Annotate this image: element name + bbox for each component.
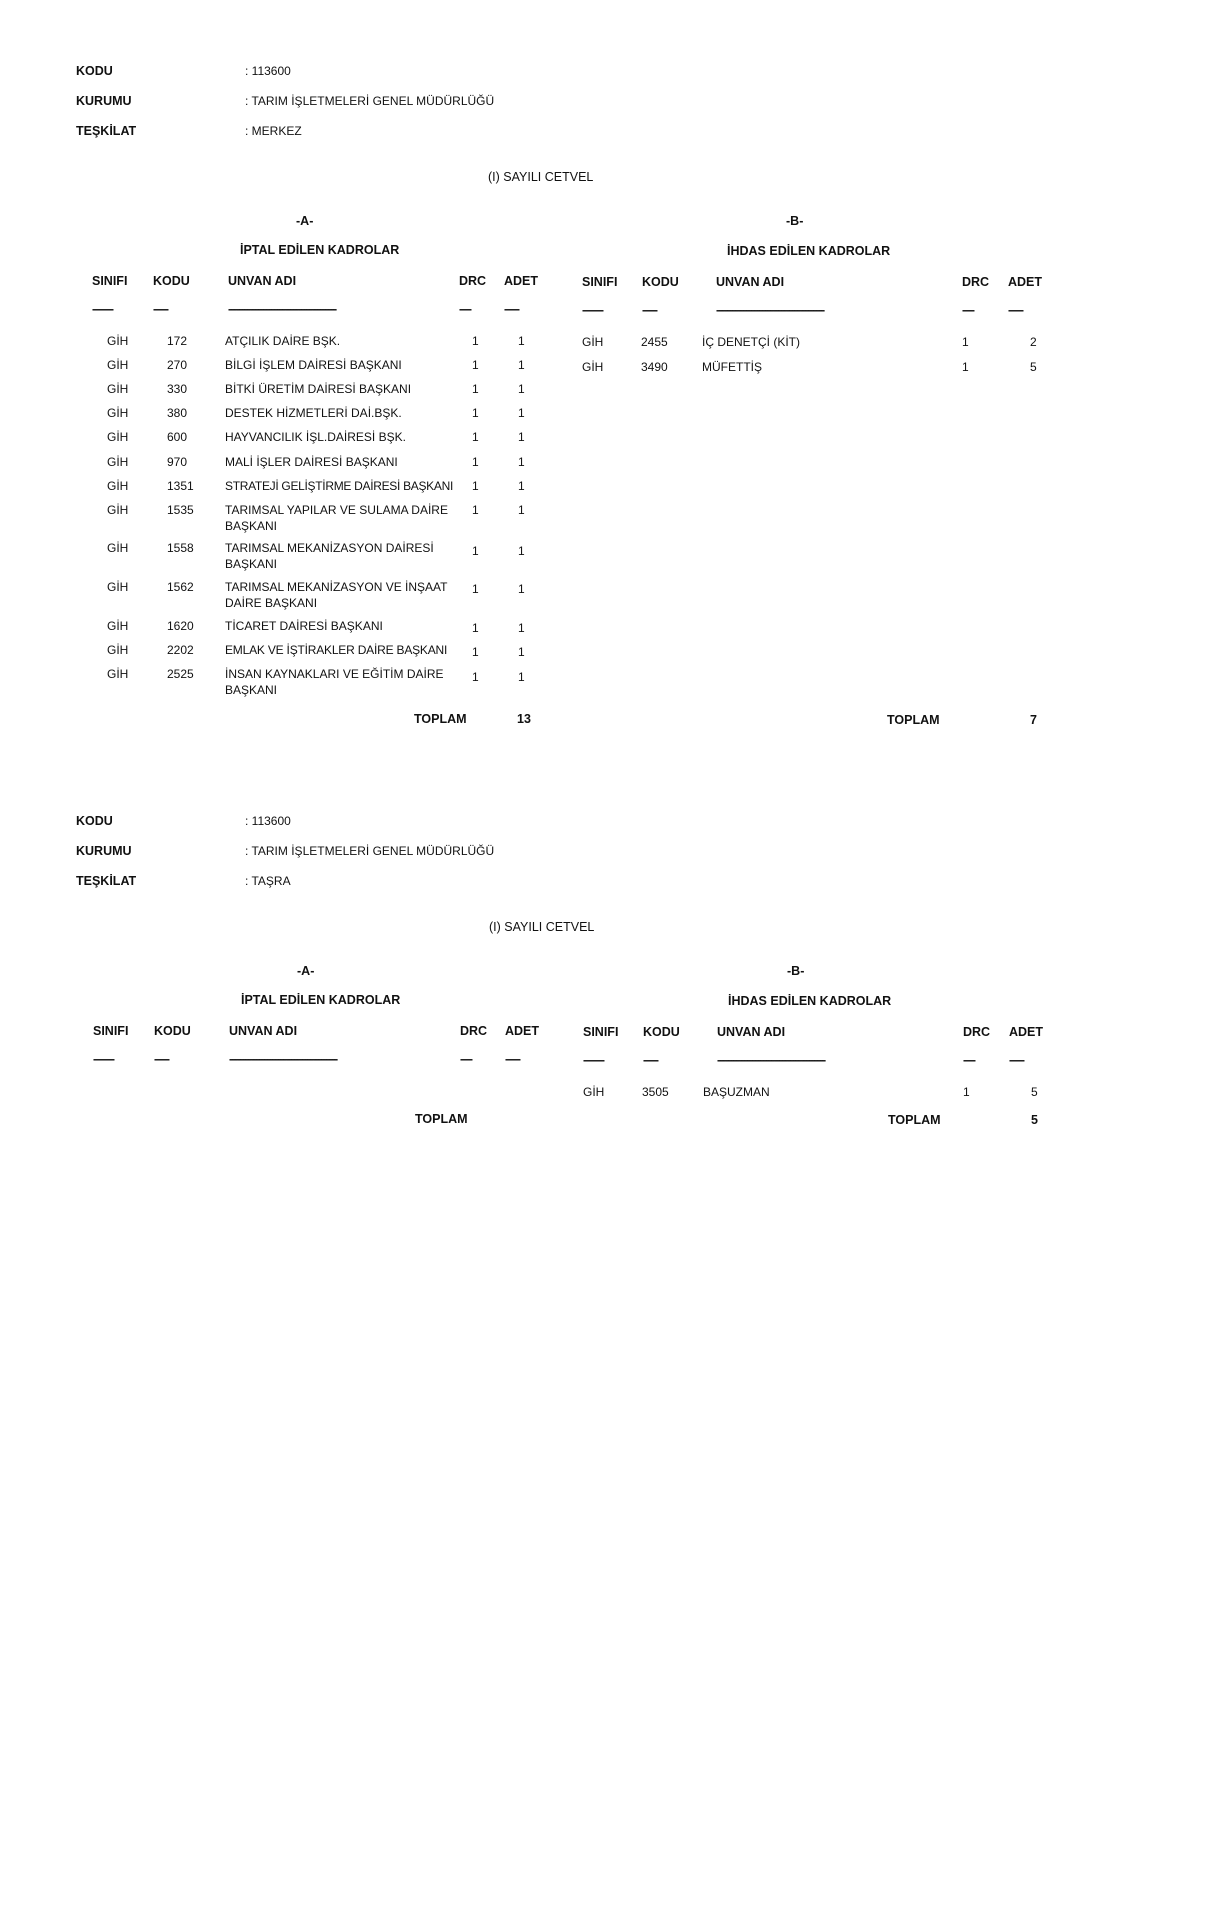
row-drc: 1 — [472, 358, 479, 372]
b-dash-sinifi: ------- — [582, 303, 603, 317]
row-kodu: 3505 — [642, 1085, 669, 1099]
a-dash-kodu: ----- — [153, 302, 168, 316]
a-title: İPTAL EDİLEN KADROLAR — [241, 993, 401, 1007]
kodu-value: : 113600 — [245, 814, 291, 828]
row-adet: 1 — [518, 455, 525, 469]
row-sinifi: GİH — [107, 503, 129, 517]
b-dash-drc: ---- — [962, 303, 974, 317]
a-toplam-label: TOPLAM — [415, 1112, 468, 1126]
b-dash-adet: ----- — [1008, 303, 1023, 317]
teskilat-value: : TAŞRA — [245, 874, 291, 888]
a-marker: -A- — [297, 964, 315, 978]
row-unvan: BİLGİ İŞLEM DAİRESİ BAŞKANI — [225, 358, 402, 372]
a-toplam-value: 13 — [517, 712, 531, 726]
kurumu-value: : TARIM İŞLETMELERİ GENEL MÜDÜRLÜĞÜ — [245, 844, 495, 858]
a-col-sinifi: SINIFI — [92, 274, 128, 288]
b-dash-unvan: ---------------------------------------- — [717, 1053, 825, 1067]
row-unvan: STRATEJİ GELİŞTİRME DAİRESİ BAŞKANI — [225, 479, 453, 493]
row-drc: 1 — [472, 334, 479, 348]
b-col-drc: DRC — [962, 275, 990, 289]
row-drc: 1 — [962, 360, 969, 374]
a-toplam-label: TOPLAM — [414, 712, 467, 726]
row-kodu: 1351 — [167, 479, 194, 493]
a-col-unvan: UNVAN ADI — [228, 274, 297, 288]
row-drc: 1 — [472, 479, 479, 493]
row-drc: 1 — [472, 645, 479, 659]
kurumu-label: KURUMU — [76, 844, 132, 858]
cetvel-title: (I) SAYILI CETVEL — [488, 170, 594, 184]
b-col-adet: ADET — [1008, 275, 1043, 289]
cetvel-title: (I) SAYILI CETVEL — [489, 920, 595, 934]
row-adet: 1 — [518, 621, 525, 635]
row-sinifi: GİH — [107, 430, 129, 444]
row-sinifi: GİH — [107, 643, 129, 657]
row-drc: 1 — [472, 582, 479, 596]
row-sinifi: GİH — [107, 455, 129, 469]
row-drc: 1 — [472, 503, 479, 517]
kodu-label: KODU — [76, 814, 113, 828]
teskilat-label: TEŞKİLAT — [76, 124, 137, 138]
row-adet: 1 — [518, 334, 525, 348]
a-col-adet: ADET — [505, 1024, 540, 1038]
a-col-drc: DRC — [460, 1024, 488, 1038]
row-adet: 5 — [1031, 1085, 1038, 1099]
row-kodu: 2455 — [641, 335, 668, 349]
row-unvan: TİCARET DAİRESİ BAŞKANI — [225, 619, 383, 633]
row-unvan: DESTEK HİZMETLERİ DAİ.BŞK. — [225, 406, 402, 420]
row-sinifi: GİH — [107, 334, 129, 348]
row-kodu: 1535 — [167, 503, 194, 517]
row-unvan: İÇ DENETÇİ (KİT) — [702, 335, 800, 349]
row-drc: 1 — [472, 382, 479, 396]
row-kodu: 3490 — [641, 360, 668, 374]
a-title: İPTAL EDİLEN KADROLAR — [240, 243, 400, 257]
b-marker: -B- — [787, 964, 805, 978]
b-title: İHDAS EDİLEN KADROLAR — [727, 244, 891, 258]
a-col-adet: ADET — [504, 274, 539, 288]
a-dash-kodu: ----- — [154, 1052, 169, 1066]
b-col-kodu: KODU — [642, 275, 679, 289]
row-adet: 1 — [518, 430, 525, 444]
row-unvan: BİTKİ ÜRETİM DAİRESİ BAŞKANI — [225, 382, 412, 396]
row-unvan: MÜFETTİŞ — [702, 360, 762, 374]
row-unvan: TARIMSAL MEKANİZASYON VE İNŞAAT DAİRE BAŞKANI — [225, 580, 448, 610]
row-unvan: HAYVANCILIK İŞL.DAİRESİ BŞK. — [225, 430, 406, 444]
row-adet: 1 — [518, 382, 525, 396]
row-unvan: BAŞUZMAN — [703, 1085, 770, 1099]
row-sinifi: GİH — [107, 580, 129, 594]
row-sinifi: GİH — [582, 335, 604, 349]
row-kodu: 1558 — [167, 541, 194, 555]
row-kodu: 1562 — [167, 580, 194, 594]
a-marker: -A- — [296, 214, 314, 228]
row-adet: 2 — [1030, 335, 1037, 349]
b-col-adet: ADET — [1009, 1025, 1044, 1039]
row-drc: 1 — [962, 335, 969, 349]
row-adet: 1 — [518, 670, 525, 684]
b-marker: -B- — [786, 214, 804, 228]
row-drc: 1 — [472, 621, 479, 635]
a-col-drc: DRC — [459, 274, 487, 288]
b-toplam-label: TOPLAM — [888, 1113, 941, 1127]
row-sinifi: GİH — [107, 479, 129, 493]
row-unvan: MALİ İŞLER DAİRESİ BAŞKANI — [225, 455, 398, 469]
kodu-value: : 113600 — [245, 64, 291, 78]
row-drc: 1 — [472, 544, 479, 558]
row-unvan: İNSAN KAYNAKLARI VE EĞİTİM DAİRE BAŞKANI — [225, 667, 444, 697]
row-unvan: TARIMSAL MEKANİZASYON DAİRESİ BAŞKANI — [225, 541, 434, 571]
row-kodu: 380 — [167, 406, 188, 420]
b-col-drc: DRC — [963, 1025, 991, 1039]
a-dash-drc: ---- — [459, 302, 471, 316]
row-adet: 1 — [518, 544, 525, 558]
row-sinifi: GİH — [107, 619, 129, 633]
row-unvan: TARIMSAL YAPILAR VE SULAMA DAİRE BAŞKANI — [225, 503, 448, 533]
b-toplam-value: 7 — [1030, 713, 1037, 727]
row-sinifi: GİH — [107, 358, 129, 372]
row-kodu: 600 — [167, 430, 188, 444]
row-kodu: 970 — [167, 455, 188, 469]
b-dash-adet: ----- — [1009, 1053, 1024, 1067]
b-toplam-label: TOPLAM — [887, 713, 940, 727]
row-kodu: 1620 — [167, 619, 194, 633]
kurumu-value: : TARIM İŞLETMELERİ GENEL MÜDÜRLÜĞÜ — [245, 94, 495, 108]
row-sinifi: GİH — [582, 360, 604, 374]
row-sinifi: GİH — [583, 1085, 605, 1099]
row-adet: 5 — [1030, 360, 1037, 374]
kurumu-label: KURUMU — [76, 94, 132, 108]
row-kodu: 2202 — [167, 643, 194, 657]
b-col-kodu: KODU — [643, 1025, 680, 1039]
row-kodu: 270 — [167, 358, 188, 372]
row-adet: 1 — [518, 503, 525, 517]
row-adet: 1 — [518, 645, 525, 659]
row-drc: 1 — [963, 1085, 970, 1099]
b-dash-unvan: ---------------------------------------- — [716, 303, 824, 317]
a-dash-unvan: ---------------------------------------- — [228, 302, 336, 316]
row-kodu: 330 — [167, 382, 188, 396]
a-dash-unvan: ---------------------------------------- — [229, 1052, 337, 1066]
row-sinifi: GİH — [107, 406, 129, 420]
kodu-label: KODU — [76, 64, 113, 78]
b-col-sinifi: SINIFI — [582, 275, 618, 289]
row-sinifi: GİH — [107, 667, 129, 681]
row-adet: 1 — [518, 358, 525, 372]
row-adet: 1 — [518, 479, 525, 493]
b-dash-sinifi: ------- — [583, 1053, 604, 1067]
a-dash-adet: ----- — [504, 302, 519, 316]
a-dash-drc: ---- — [460, 1052, 472, 1066]
row-sinifi: GİH — [107, 541, 129, 555]
b-dash-kodu: ----- — [642, 303, 657, 317]
b-col-sinifi: SINIFI — [583, 1025, 619, 1039]
row-drc: 1 — [472, 430, 479, 444]
teskilat-label: TEŞKİLAT — [76, 874, 137, 888]
row-drc: 1 — [472, 455, 479, 469]
row-kodu: 2525 — [167, 667, 194, 681]
a-dash-sinifi: ------- — [92, 302, 113, 316]
b-col-unvan: UNVAN ADI — [717, 1025, 786, 1039]
row-adet: 1 — [518, 582, 525, 596]
row-drc: 1 — [472, 670, 479, 684]
row-unvan: ATÇILIK DAİRE BŞK. — [225, 334, 341, 348]
row-unvan: EMLAK VE İŞTİRAKLER DAİRE BAŞKANI — [225, 643, 448, 657]
b-toplam-value: 5 — [1031, 1113, 1038, 1127]
row-kodu: 172 — [167, 334, 188, 348]
b-title: İHDAS EDİLEN KADROLAR — [728, 994, 892, 1008]
a-col-kodu: KODU — [153, 274, 190, 288]
b-col-unvan: UNVAN ADI — [716, 275, 785, 289]
a-col-kodu: KODU — [154, 1024, 191, 1038]
a-dash-adet: ----- — [505, 1052, 520, 1066]
b-dash-drc: ---- — [963, 1053, 975, 1067]
a-col-sinifi: SINIFI — [93, 1024, 129, 1038]
a-col-unvan: UNVAN ADI — [229, 1024, 298, 1038]
a-dash-sinifi: ------- — [93, 1052, 114, 1066]
row-adet: 1 — [518, 406, 525, 420]
b-dash-kodu: ----- — [643, 1053, 658, 1067]
row-drc: 1 — [472, 406, 479, 420]
row-sinifi: GİH — [107, 382, 129, 396]
teskilat-value: : MERKEZ — [245, 124, 302, 138]
